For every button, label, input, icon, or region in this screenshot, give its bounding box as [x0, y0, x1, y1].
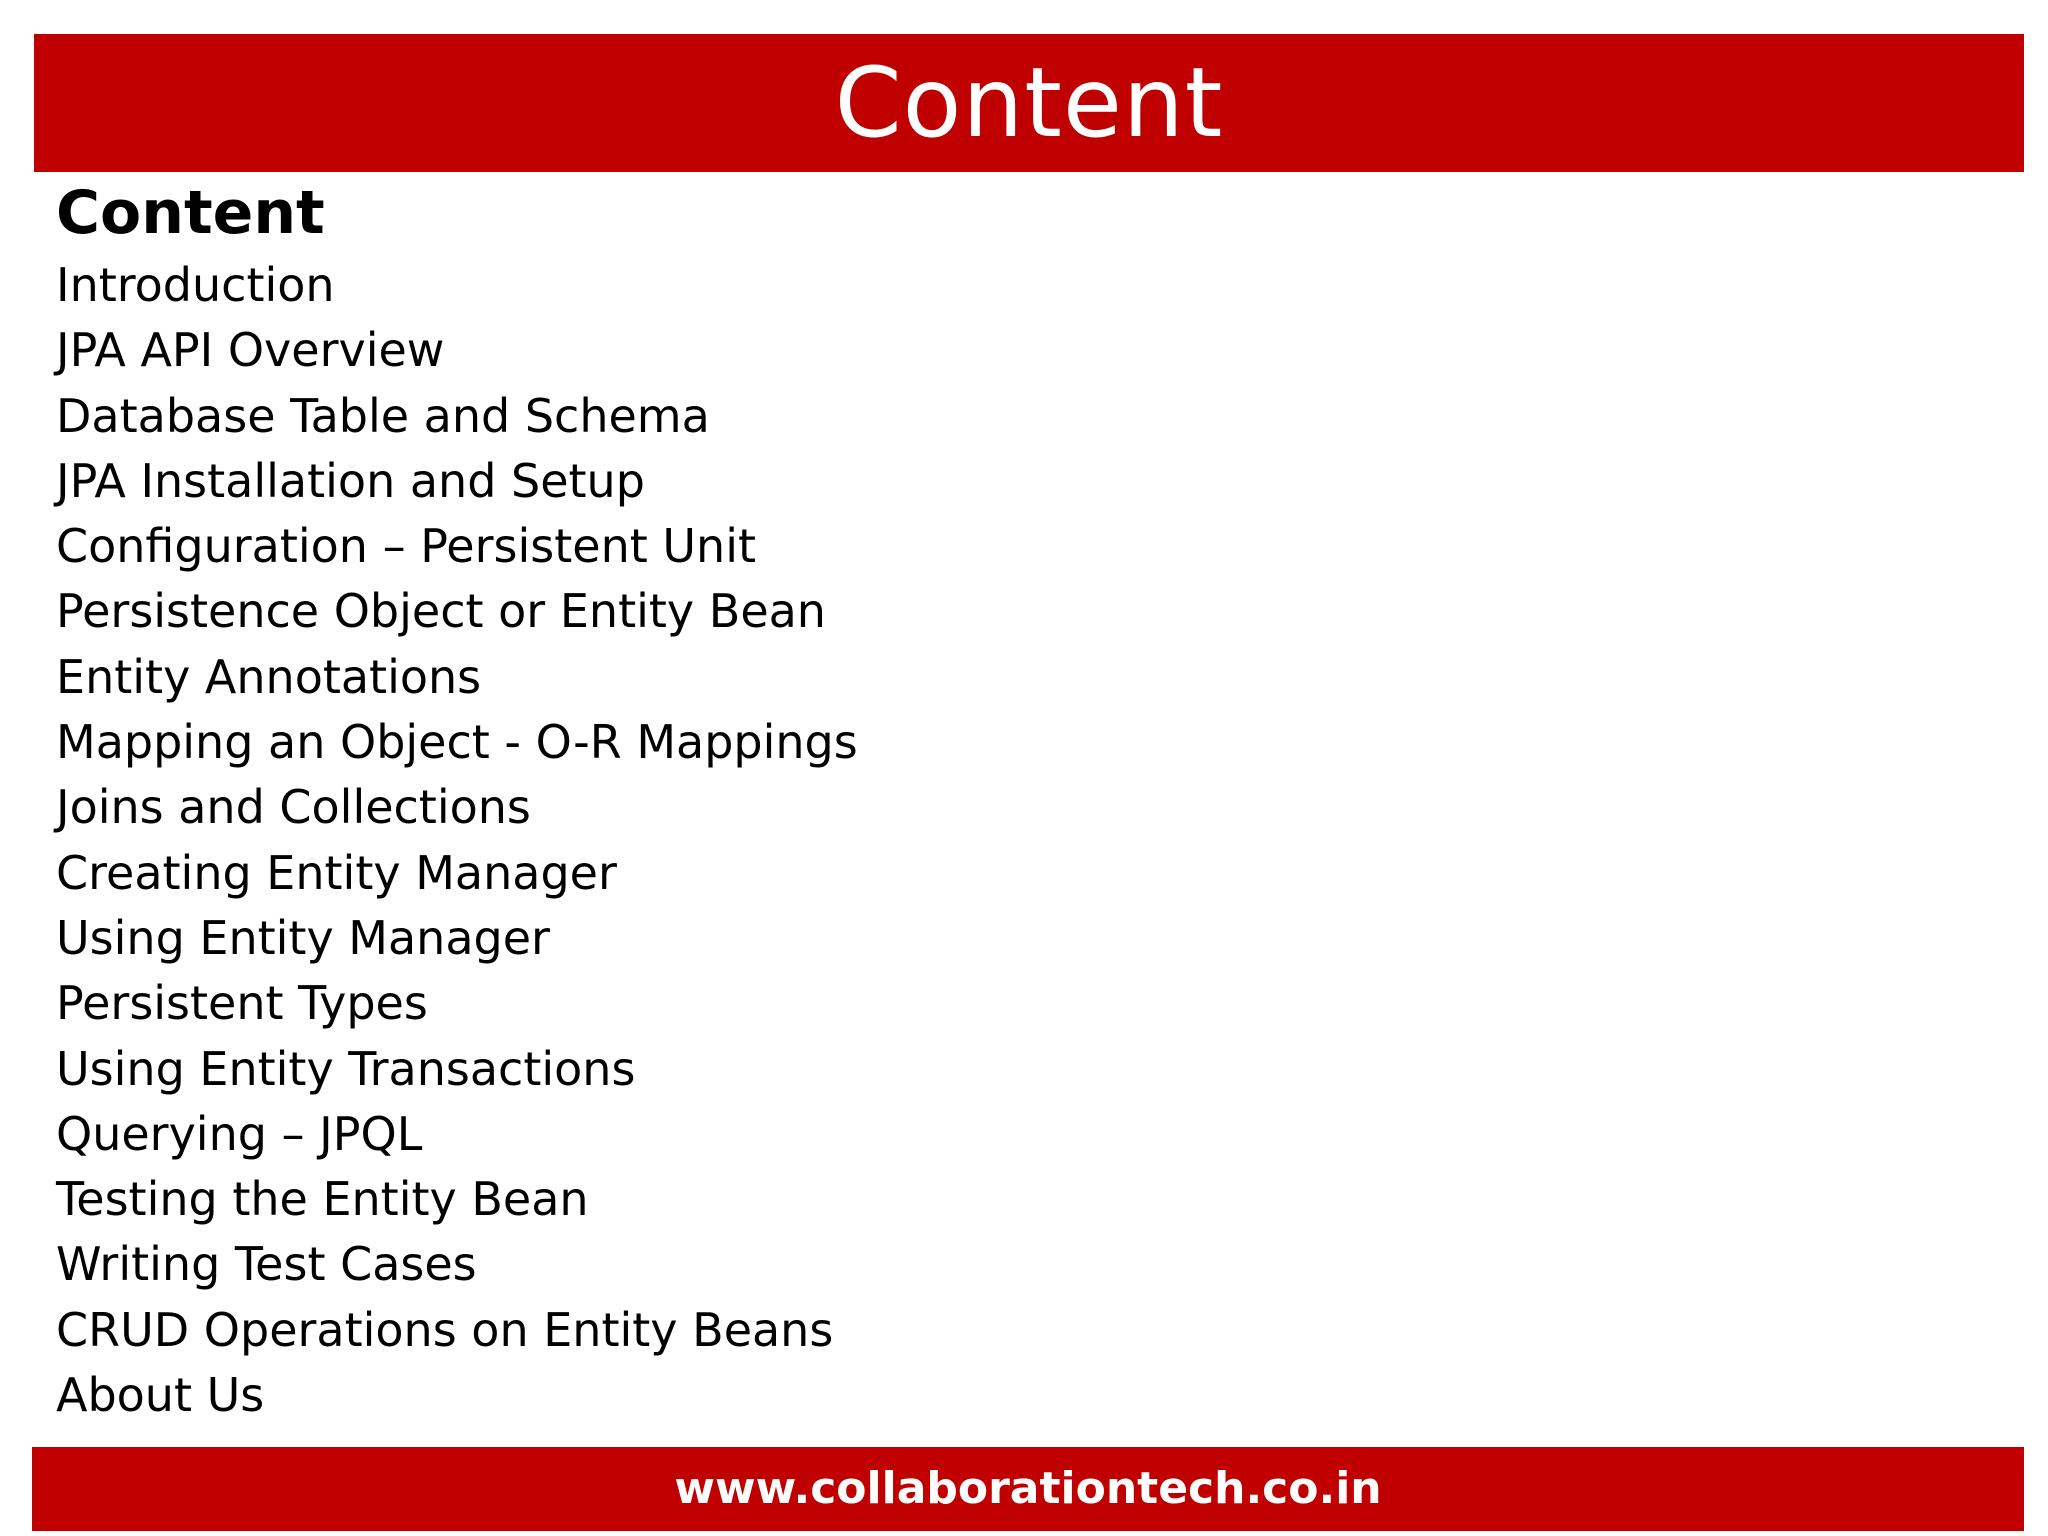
topic-item: Writing Test Cases: [56, 1237, 477, 1292]
topic-item: Testing the Entity Bean: [56, 1172, 589, 1227]
topic-item: Persistent Types: [56, 976, 428, 1031]
topic-item: Persistence Object or Entity Bean: [56, 584, 826, 639]
topic-item: Configuration – Persistent Unit: [56, 519, 757, 574]
title-banner: [34, 34, 2024, 172]
topic-item: Introduction: [56, 258, 335, 312]
topic-item: Database Table and Schema: [56, 388, 710, 443]
topic-list: [56, 253, 858, 1428]
topic-item: Creating Entity Manager: [56, 845, 617, 900]
topic-item: JPA API Overview: [56, 323, 445, 378]
topic-item: Querying – JPQL: [56, 1106, 423, 1161]
topic-item: Using Entity Transactions: [56, 1041, 636, 1096]
topic-item: CRUD Operations on Entity Beans: [56, 1302, 834, 1357]
footer-banner: [32, 1447, 2024, 1531]
topic-item: JPA Installation and Setup: [56, 453, 645, 508]
topic-item: Using Entity Manager: [56, 910, 550, 965]
topic-item: Joins and Collections: [56, 780, 531, 835]
topic-item: About Us: [56, 1368, 265, 1423]
slide-title: Content: [834, 47, 1224, 159]
topic-item: Mapping an Object - O-R Mappings: [56, 715, 858, 770]
topic-item: Entity Annotations: [56, 649, 482, 704]
footer-url: www.collaborationtech.co.in: [674, 1463, 1382, 1514]
content-heading: Content: [56, 178, 325, 248]
